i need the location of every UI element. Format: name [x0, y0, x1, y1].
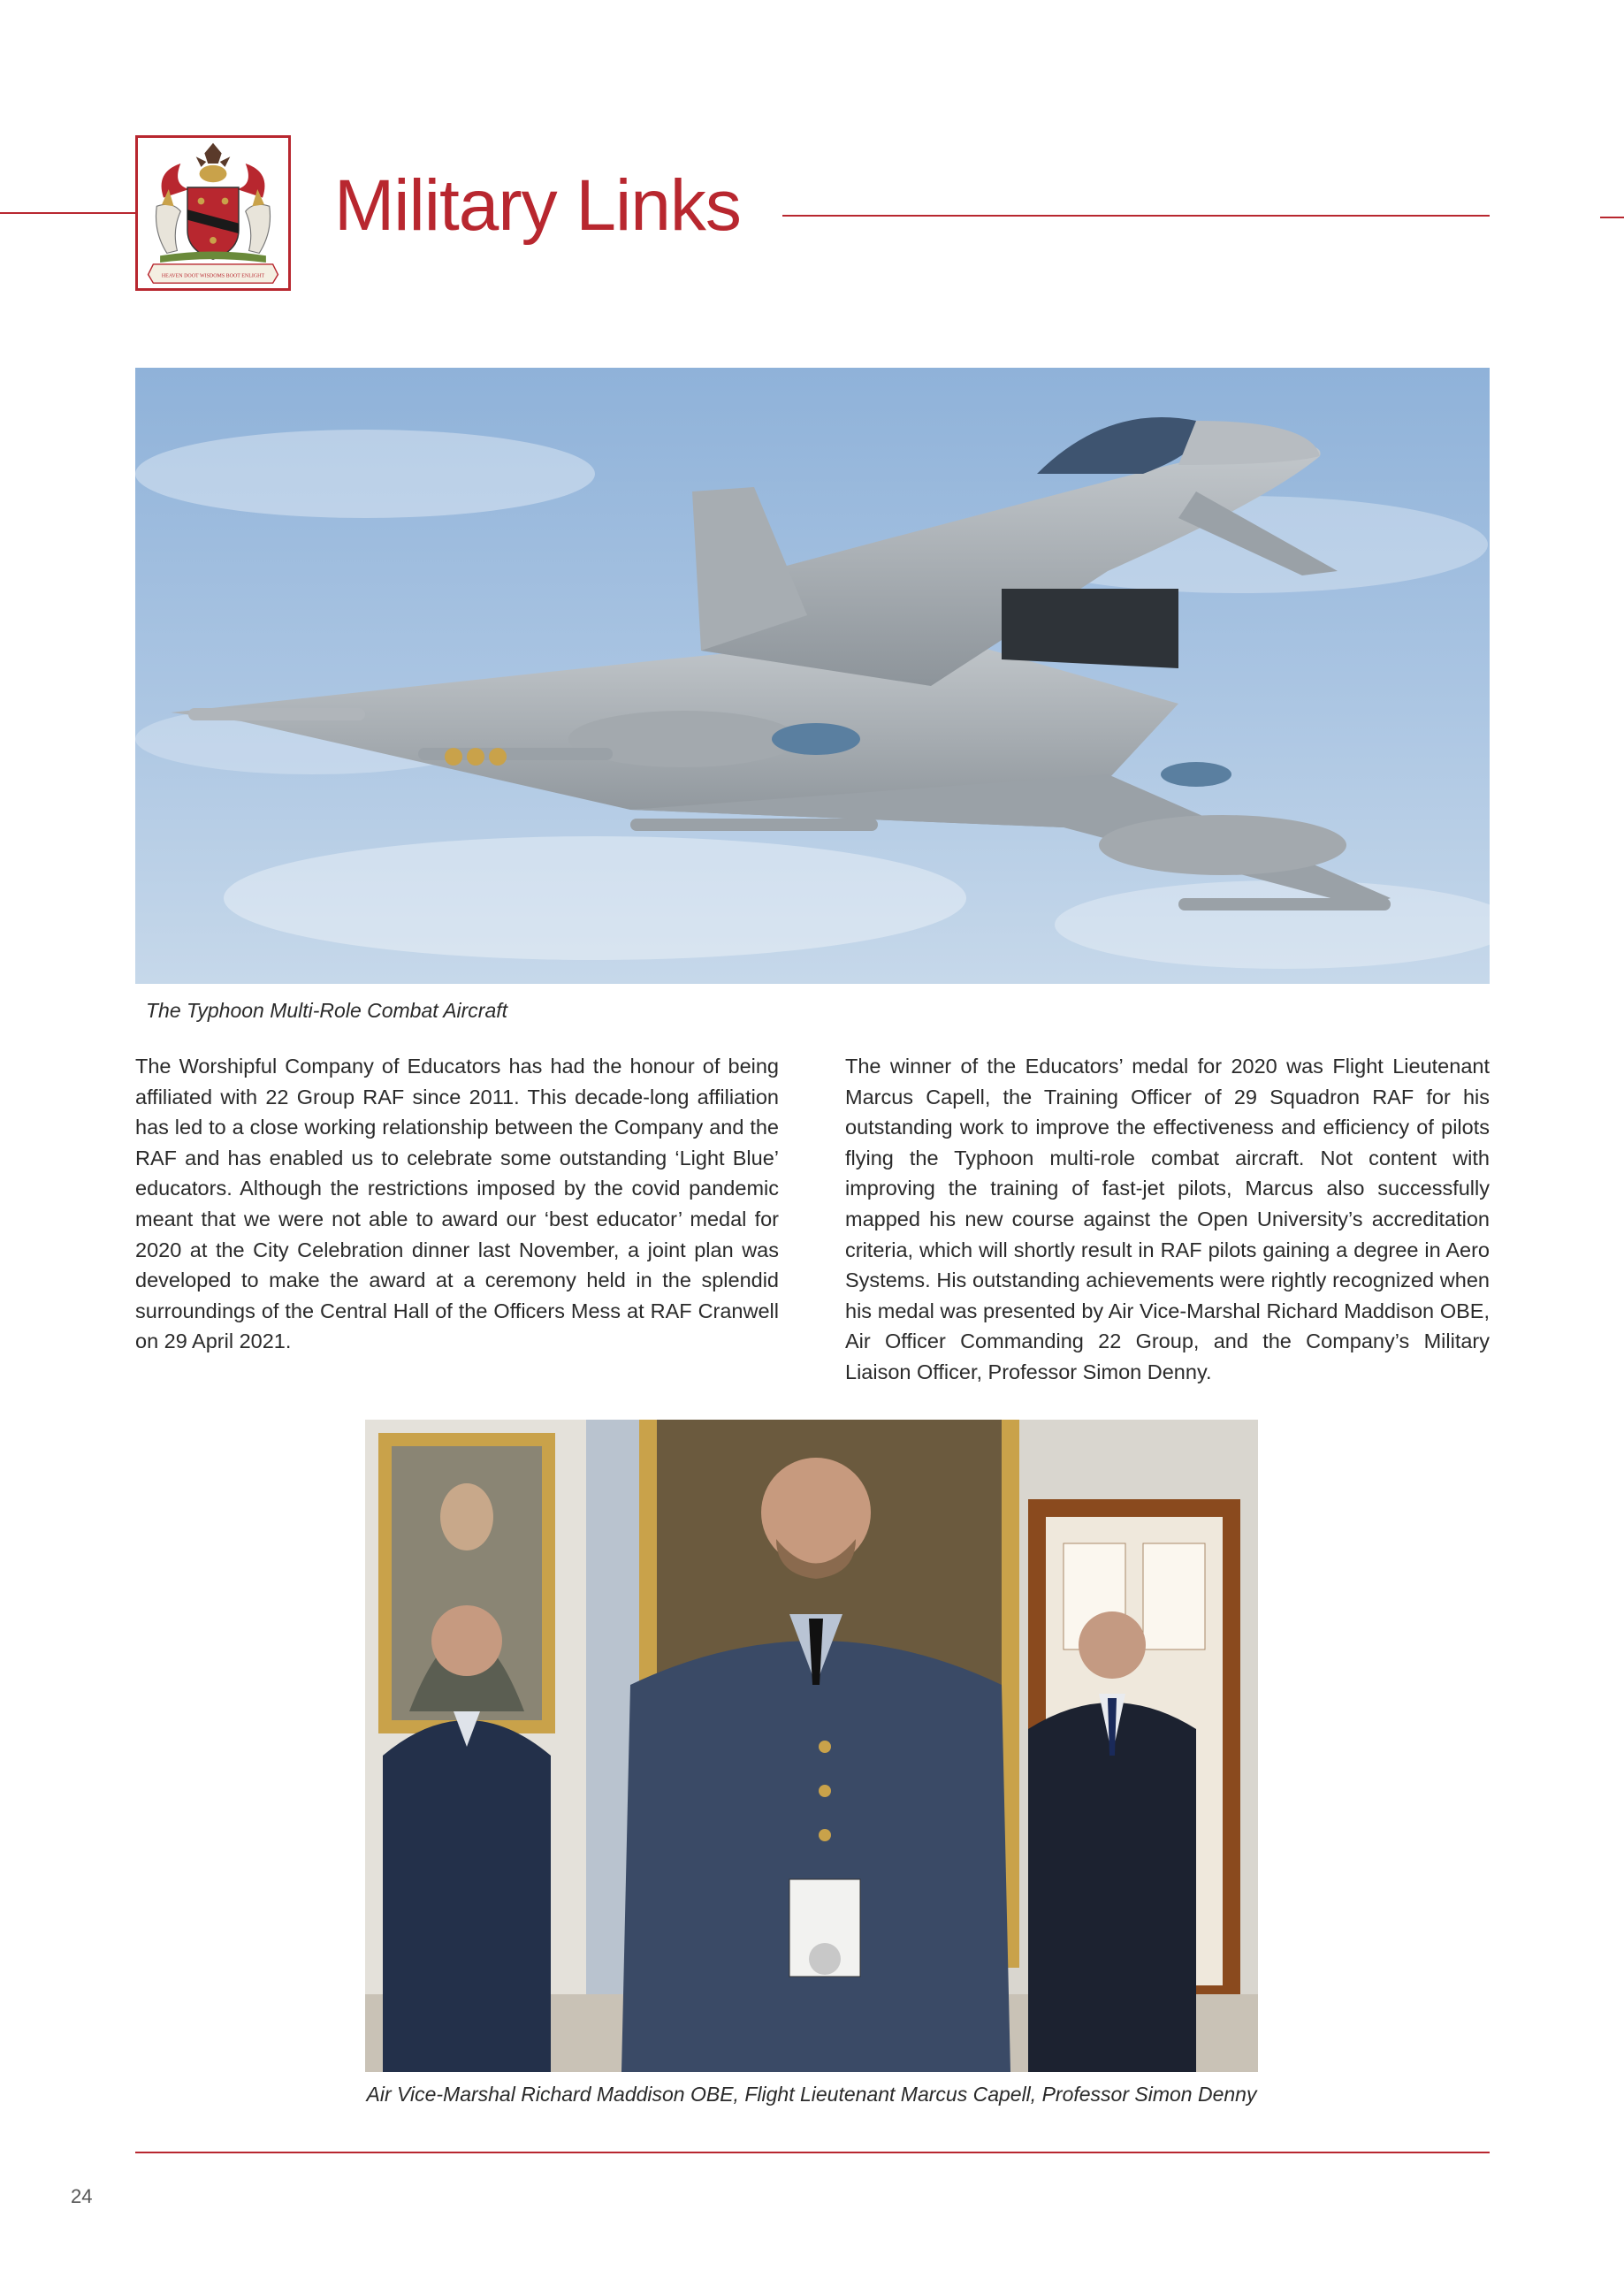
typhoon-aircraft-photo [135, 368, 1490, 984]
header-rule-mid [782, 215, 1490, 217]
company-crest [135, 135, 291, 291]
ceremony-photo-caption: Air Vice-Marshal Richard Maddison OBE, Flight Lieutenant Marcus Capell, Professor Simon Denny [366, 2083, 1257, 2106]
footer-rule [135, 2152, 1490, 2153]
svg-text:HEAVEN DOOT WISDOMS BOOT ENLIG: HEAVEN DOOT WISDOMS BOOT ENLIGHT [161, 273, 265, 279]
header-rule-right [1600, 217, 1624, 218]
page-number: 24 [71, 2185, 93, 2207]
body-paragraph-right: The winner of the Educators’ medal for 2020 was Flight Lieutenant Marcus Capell, the Training Officer of 29 Squadron RAF for his outstanding work to improve the effectiveness and efficiency of pilots flying the Typhoon multi-role combat aircraft. Not content with improving the training of fast-jet pilots, Marcus also successfully mapped his new course against the Open University’s accreditation criteria, which will shortly result in RAF pilots gaining a degree in Aero Systems. His outstanding achievements were rightly recognized when his medal was presented by Air Vice-Marshal Richard Maddison OBE, Air Officer Commanding 22 Group, and the Company’s Military Liaison Officer, Professor Simon Denny. [845, 1055, 1490, 1383]
header-rule-left [0, 212, 137, 214]
body-paragraph-left: The Worshipful Company of Educators has had the honour of being affiliated with 22 Group RAF since 2011. This decade-long affiliation has led to a close working relationship between the Company and the RAF and has enabled us to celebrate some outstanding ‘Light Blue’ educators. Although the restrictions imposed by the covid pandemic meant that we were not able to award our ‘best educator’ medal for 2020 at the City Celebration dinner last November, a joint plan was developed to make the award at a ceremony held in the splendid surroundings of the Central Hall of the Officers Mess at RAF Cranwell on 29 April 2021. [135, 1055, 779, 1353]
page-title: Military Links [334, 165, 741, 246]
aircraft-photo-caption: The Typhoon Multi-Role Combat Aircraft [146, 999, 508, 1022]
medal-ceremony-photo [365, 1420, 1258, 2072]
crest-icon [138, 138, 288, 288]
